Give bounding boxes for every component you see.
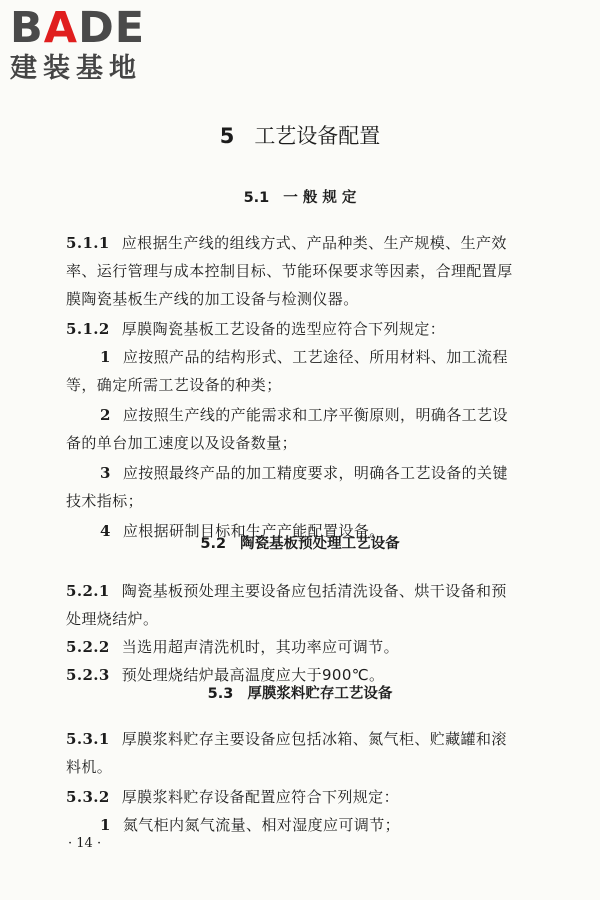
line-text: 技术指标； [66,492,144,510]
text-line [66,580,507,601]
line-text: 应按照最终产品的加工精度要求，明确各工艺设备的关键 [122,464,508,482]
text-line [100,346,508,367]
text-line [66,432,297,453]
section-title: 一 般 规 定 [283,190,357,206]
bade-logo [10,3,146,86]
clause-number: 5.2.3 [66,666,110,684]
page-number: · 14 · [68,836,102,851]
chapter-heading [0,120,600,150]
text-line [66,490,143,511]
line-text: 当选用超声清洗机时，其功率应可调节。 [121,638,399,656]
item-number: 1 [100,348,111,366]
text-line [66,728,507,749]
text-line [66,786,399,807]
item-number: 3 [100,464,111,482]
line-text: 应按照生产线的产能需求和工序平衡原则，明确各工艺设 [122,406,508,424]
section-number: 5.3 [207,686,234,702]
text-line [66,756,112,777]
line-text: 预处理烧结炉最高温度应大于900℃。 [121,666,385,684]
section-number: 5.1 [243,190,270,206]
clause-number: 5.3.1 [66,730,110,748]
line-text: 氮气柜内氮气流量、相对湿度应可调节； [122,816,401,834]
clause-number: 5.1.1 [66,234,110,252]
line-text: 等，确定所需工艺设备的种类； [66,376,282,394]
line-text: 厚膜浆料贮存主要设备应包括冰箱、氮气柜、贮藏罐和滚 [121,730,507,748]
item-number: 1 [100,816,111,834]
chapter-title: 工艺设备配置 [254,124,381,148]
chapter-number: 5 [219,124,235,148]
item-number: 2 [100,406,111,424]
line-text: 应根据研制目标和生产产能配置设备。 [122,522,385,540]
section-number: 5.2 [200,536,227,552]
text-line [100,814,400,835]
clause-number: 5.2.2 [66,638,110,656]
line-text: 膜陶瓷基板生产线的加工设备与检测仪器。 [66,290,359,308]
line-text: 料机。 [66,758,113,776]
line-text: 处理烧结炉。 [66,610,159,628]
text-line [100,404,508,425]
line-text: 应按照产品的结构形式、工艺途径、所用材料、加工流程 [122,348,508,366]
text-line [66,260,513,281]
line-text: 厚膜浆料贮存设备配置应符合下列规定： [121,788,399,806]
text-line [100,462,508,483]
clause-number: 5.1.2 [66,320,110,338]
line-text: 备的单台加工速度以及设备数量； [66,434,298,452]
line-text: 陶瓷基板预处理主要设备应包括清洗设备、烘干设备和预 [121,582,507,600]
text-line [66,608,158,629]
text-line [66,636,399,657]
clause-number: 5.2.1 [66,582,110,600]
section-title: 陶瓷基板预处理工艺设备 [240,536,400,552]
text-line [66,232,507,253]
section-heading [0,682,600,703]
logo-chinese-text: 建装基地 [10,53,142,84]
line-text: 率、运行管理与成本控制目标、节能环保要求等因素，合理配置厚 [66,262,513,280]
line-text: 厚膜陶瓷基板工艺设备的选型应符合下列规定： [121,320,446,338]
item-number: 4 [100,522,111,540]
text-line [66,374,282,395]
clause-number: 5.3.2 [66,788,110,806]
text-line [66,288,359,309]
section-title: 厚膜浆料贮存工艺设备 [247,686,393,702]
logo-wordmark: BADE [10,3,146,53]
line-text: 应根据生产线的组线方式、产品种类、生产规模、生产效 [121,234,507,252]
text-line [66,318,445,339]
section-heading [0,532,600,553]
section-heading [0,186,600,207]
